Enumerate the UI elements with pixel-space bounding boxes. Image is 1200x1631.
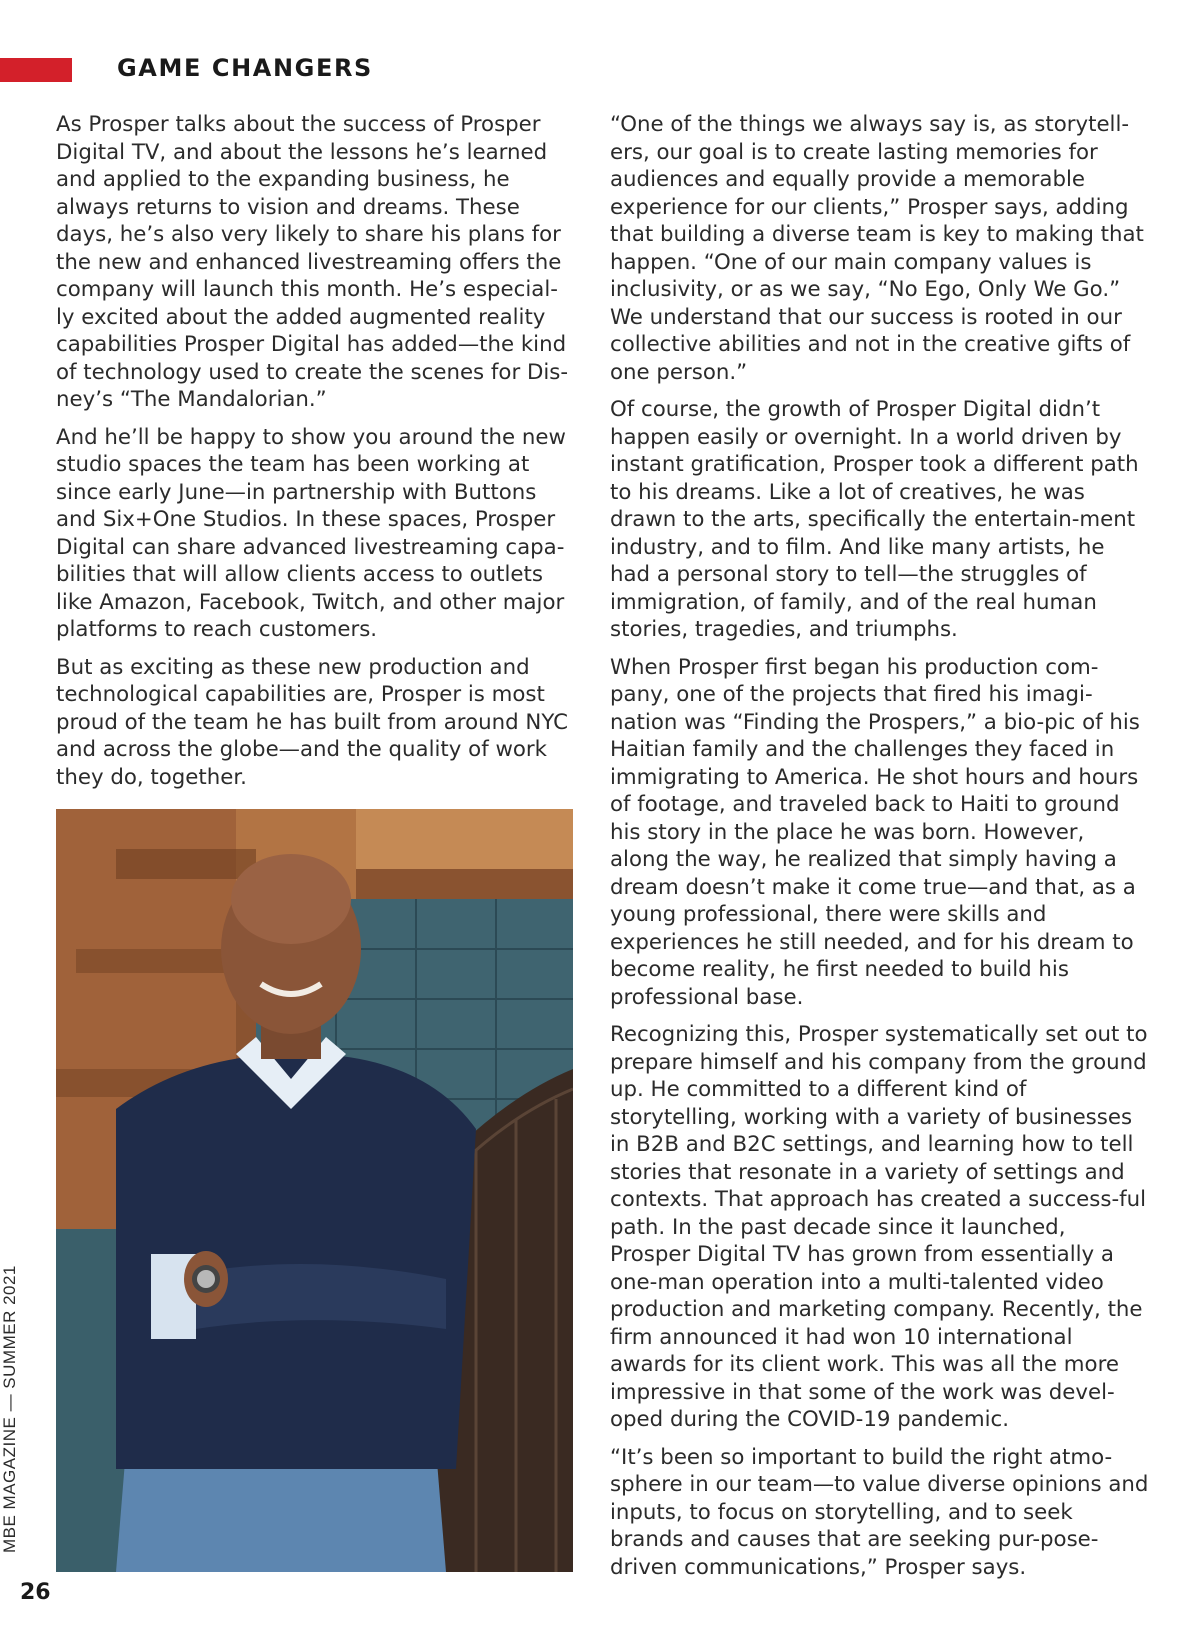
section-accent-bar (0, 58, 72, 82)
article-column-right (610, 111, 1150, 1591)
magazine-issue-label: MBE MAGAZINE — SUMMER 2021 (0, 1265, 19, 1553)
paragraph: As Prosper talks about the success of Prosper Digital TV, and about the lessons he’s learned and applied to the expanding business, he always returns to vision and dreams. These days, he’s also very likely to share his plans for the new and enhanced livestreaming offers the company will launch this month. He’s especial-ly excited about the added augmented reality capabilities Prosper Digital has added—the kind of technology used to create the scenes for Dis-ney’s “The Mandalorian.” (56, 112, 569, 412)
portrait-photo (56, 809, 573, 1572)
paragraph: “It’s been so important to build the right atmo-sphere in our team—to value diverse opinions and inputs, to focus on storytelling, and to seek brands and causes that are seeking pur-pose-driven communications,” Prosper says. (610, 1444, 1149, 1580)
paragraph: And he’ll be happy to show you around the new studio spaces the team has been working at since early June—in partnership with Buttons and Six+One Studios. In these spaces, Prosper Digital can share advanced livestreaming capa-bilities that will allow clients access to outlets like Amazon, Facebook, Twitch, and other major platforms to reach customers. (56, 424, 566, 642)
paragraph: Of course, the growth of Prosper Digital didn’t happen easily or overnight. In a world driven by instant gratification, Prosper took a different path to his dreams. Like a lot of creatives, he was drawn to the arts, specifically the entertain-ment industry, and to film. And like many artists, he had a personal story to tell—the struggles of immigration, of family, and of the real human stories, tragedies, and triumphs. (610, 397, 1139, 642)
page-number: 26 (20, 1580, 51, 1605)
paragraph: But as exciting as these new production and technological capabilities are, Prosper is most proud of the team he has built from around NYC and across the globe—and the quality of work they do, together. (56, 654, 569, 790)
paragraph: “One of the things we always say is, as storytell-ers, our goal is to create lasting memories for audiences and equally provide a memorable experience for our clients,” Prosper says, adding that building a diverse team is key to making that happen. “One of our main company values is inclusivity, or as we say, “No Ego, Only We Go.” We understand that our success is rooted in our collective abilities and not in the creative gifts of one person.” (610, 112, 1144, 385)
paragraph: Recognizing this, Prosper systematically set out to prepare himself and his company from the ground up. He committed to a different kind of storytelling, working with a variety of businesses in B2B and B2C settings, and learning how to tell stories that resonate in a variety of settings and contexts. That approach has created a success-ful path. In the past decade since it launched, Prosper Digital TV has grown from essentially a one-man operation into a multi-talented video production and marketing company. Recently, the firm announced it had won 10 international awards for its client work. This was all the more impressive in that some of the work was devel-oped during the COVID-19 pandemic. (610, 1022, 1148, 1432)
section-title: GAME CHANGERS (117, 54, 373, 82)
paragraph: When Prosper first began his production com-pany, one of the projects that fired his imagi-nation was “Finding the Prospers,” a bio-pic of his Haitian family and the challenges they faced in immigrating to America. He shot hours and hours of footage, and traveled back to Haiti to ground his story in the place he was born. However, along the way, he realized that simply having a dream doesn’t make it come true—and that, as a young professional, there were skills and experiences he still needed, and for his dream to become reality, he first needed to build his professional base. (610, 654, 1140, 1010)
article-column-left (56, 111, 576, 801)
